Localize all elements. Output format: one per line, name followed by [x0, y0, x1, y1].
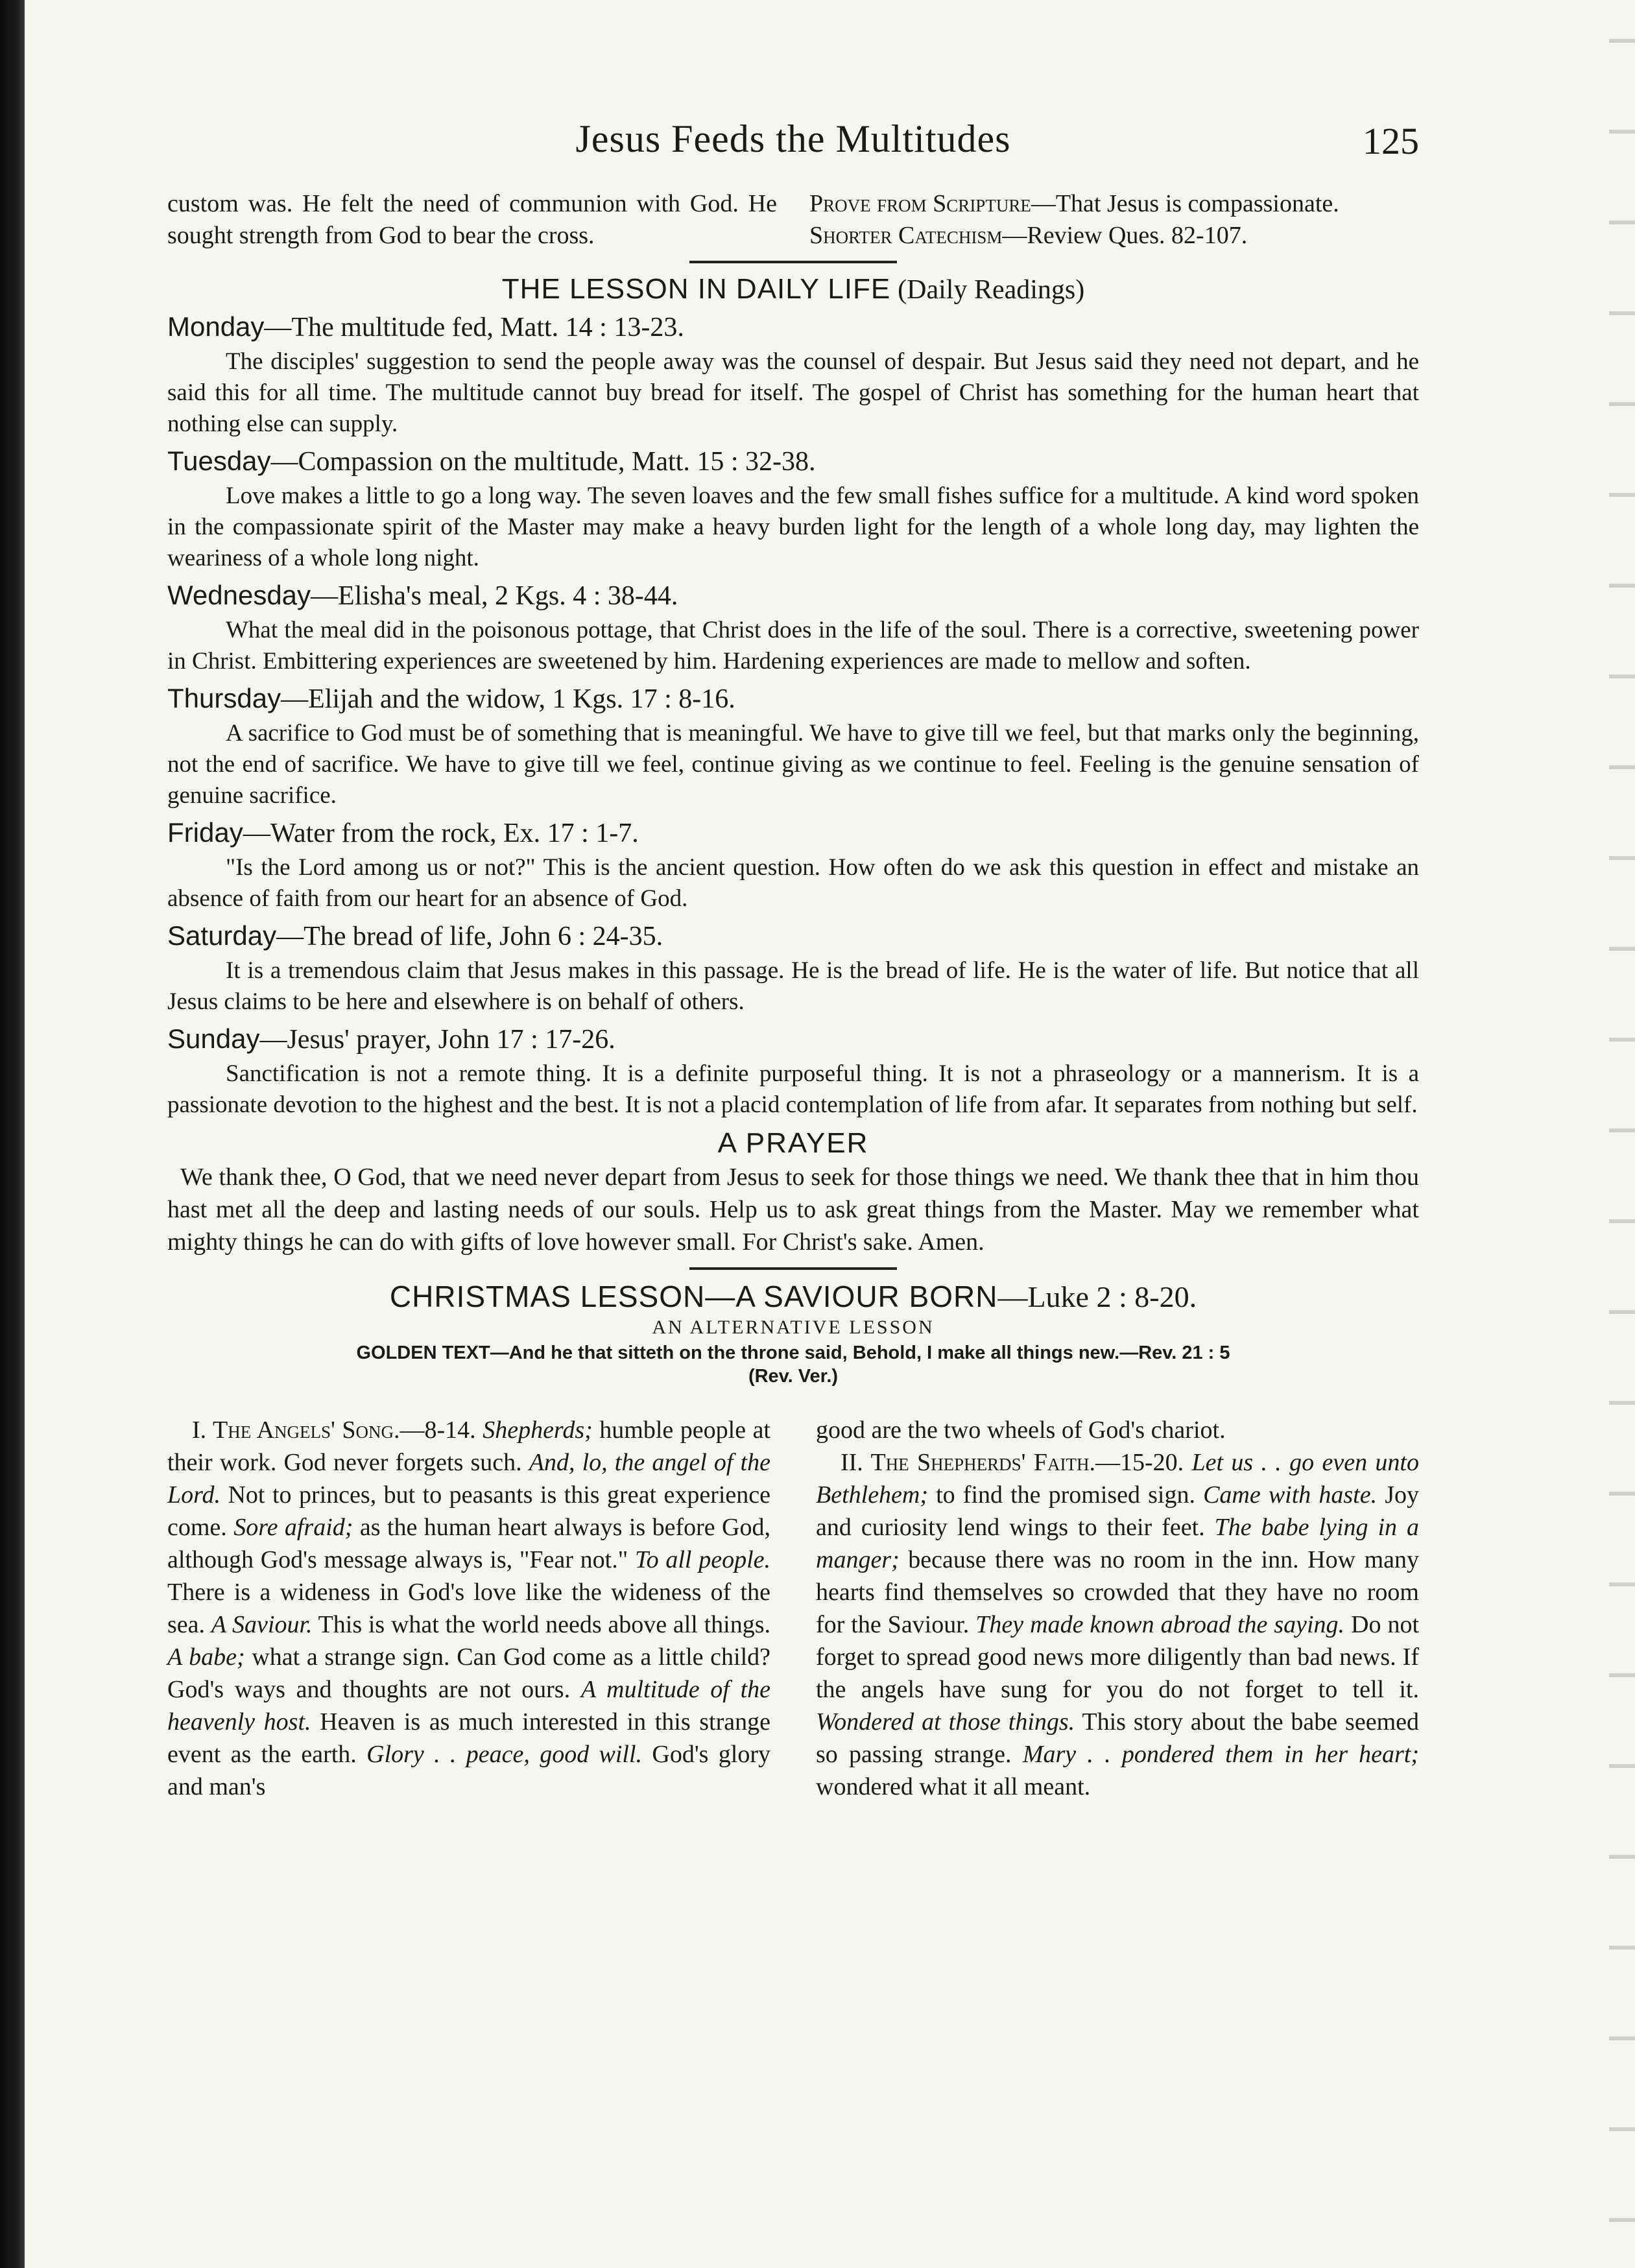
daily-life-heading: THE LESSON IN DAILY LIFE [501, 273, 891, 305]
commentary-right-column [816, 1414, 1419, 1803]
day-name: Tuesday [167, 446, 271, 476]
daily-reading-friday [167, 815, 1419, 914]
section-heading: II. The Shepherds' Faith.—15-20. [841, 1449, 1184, 1476]
section-angels-song [167, 1414, 770, 1803]
emphasis: Shepherds; [483, 1416, 593, 1444]
day-text: It is a tremendous claim that Jesus makes in this passage. He is the bread of life. He is the water of life. But notice that all Jesus claims to be here and elsewhere is on behalf of others. [167, 957, 1419, 1015]
catechism-text: —Review Ques. 82-107. [1002, 222, 1248, 249]
body-text: what a strange sign. Can God come as a little child? God's ways and thoughts are not ours. [167, 1643, 770, 1703]
running-title: Jesus Feeds the Multitudes [575, 117, 1011, 160]
body-text: God's glory and man's [167, 1741, 770, 1800]
top-left-column [167, 188, 777, 252]
prayer-text: We thank thee, O God, that we need never depart from Jesus to seek for those things we need. We thank thee that in him thou hast met all the deep and lasting needs of our souls. Help us to ask great things from the Master. May we remember what mighty things he can do with gifts of love however small. For Christ's sake. Amen. [167, 1164, 1419, 1256]
top-continuation [167, 188, 1419, 252]
day-heading [167, 815, 1419, 851]
day-reading: —The multitude fed, Matt. 14 : 13-23. [264, 313, 684, 342]
day-reading: —Jesus' prayer, John 17 : 17-26. [259, 1025, 615, 1055]
emphasis: A Saviour. [211, 1611, 313, 1638]
body-text: Do not forget to spread good news more diligently than bad news. If the angels have sung for you do not forget to tell it. [816, 1611, 1420, 1703]
day-name: Wednesday [167, 580, 311, 610]
golden-text-note: (Rev. Ver.) [748, 1366, 839, 1387]
emphasis: Mary . . pondered them in her heart; [1022, 1741, 1419, 1768]
day-reading: —Compassion on the multitude, Matt. 15 : 32-38. [270, 447, 816, 477]
day-heading [167, 1021, 1419, 1057]
emphasis: Came with haste. [1203, 1481, 1378, 1509]
emphasis: To all people. [634, 1546, 770, 1573]
daily-readings [167, 309, 1419, 1121]
christmas-heading: CHRISTMAS LESSON—A SAVIOUR BORN [389, 1280, 998, 1313]
body-text: Not to princes, but to peasants is this great experience come. [167, 1481, 770, 1541]
daily-reading-wednesday [167, 578, 1419, 677]
emphasis: Wondered at those things. [816, 1708, 1075, 1736]
day-heading [167, 444, 1419, 479]
day-heading [167, 681, 1419, 717]
day-text: The disciples' suggestion to send the people away was the counsel of despair. But Jesus said they need not depart, and he said this for all time. The multitude cannot buy bread for itself. The gospel of Christ has something for the human heart that nothing else can supply. [167, 348, 1419, 437]
day-name: Thursday [167, 683, 281, 713]
golden-text [167, 1341, 1419, 1388]
day-text: Sanctification is not a remote thing. It is a definite purposeful thing. It is not a phraseology or a mannerism. It is a passionate devotion to the highest and the best. It is not a placid contemplation of life from afar. It separates from nothing but self. [167, 1060, 1419, 1118]
christmas-lesson-title [167, 1279, 1419, 1314]
body-text: This is what the world needs above all things. [312, 1611, 770, 1638]
section-angels-song-continued: good are the two wheels of God's chariot. [816, 1416, 1226, 1444]
body-text: Heaven is as much interested in this strange event as the earth. [167, 1708, 770, 1768]
day-reading: —Water from the rock, Ex. 17 : 1-7. [243, 818, 639, 848]
body-text: There is a wideness in God's love like the wideness of the sea. [167, 1579, 770, 1638]
prove-label: Prove from Scripture [809, 190, 1031, 217]
emphasis: Sore afraid; [233, 1514, 353, 1541]
lesson-commentary [167, 1414, 1419, 1803]
emphasis: Let us . . go even unto Bethlehem; [816, 1449, 1419, 1509]
book-binding-edge [0, 0, 25, 2268]
prove-text: —That Jesus is compassionate. [1031, 190, 1339, 217]
body-text: Joy and curiosity lend wings to their feet. [816, 1481, 1419, 1541]
top-right-column [809, 188, 1419, 252]
day-text: A sacrifice to God must be of something that is meaningful. We have to give till we feel, but that marks only the beginning, not the end of sacrifice. We have to give till we feel, continue giving as we continue to feel. Feeling is the genuine sensation of genuine sacrifice. [167, 720, 1419, 809]
day-reading: —The bread of life, John 6 : 24-35. [276, 922, 663, 951]
daily-reading-sunday [167, 1021, 1419, 1121]
day-heading [167, 309, 1419, 345]
section-shepherds-faith [816, 1446, 1419, 1803]
christmas-reference: —Luke 2 : 8-20. [997, 1280, 1197, 1313]
emphasis: Glory . . peace, good will. [366, 1741, 643, 1768]
alternative-lesson-label: AN ALTERNATIVE LESSON [652, 1317, 935, 1338]
emphasis: The babe lying in a manger; [816, 1514, 1420, 1573]
day-text: "Is the Lord among us or not?" This is the ancient question. How often do we ask this question in effect and mistake an absence of faith from our heart for an absence of God. [167, 854, 1419, 912]
catechism-label: Shorter Catechism [809, 222, 1003, 249]
day-text: What the meal did in the poisonous pottage, that Christ does in the life of the soul. There is a corrective, sweetening power in Christ. Embittering experiences are sweetened by him. Hardening experiences are made to mellow and soften. [167, 617, 1419, 674]
daily-life-subtitle: (Daily Readings) [898, 275, 1085, 305]
body-text: as the human heart always is before God, although God's message always is, "Fear not." [167, 1514, 770, 1573]
day-name: Monday [167, 311, 265, 342]
daily-reading-saturday [167, 918, 1419, 1018]
day-reading: —Elisha's meal, 2 Kgs. 4 : 38-44. [311, 581, 678, 611]
daily-life-title [167, 272, 1419, 305]
daily-reading-thursday [167, 681, 1419, 811]
emphasis: And, lo, the angel of the Lord. [167, 1449, 770, 1509]
day-heading [167, 918, 1419, 954]
page [167, 117, 1419, 1803]
top-left-text: custom was. He felt the need of communion with God. He sought strength from God to bear the cross. [167, 190, 777, 249]
day-heading [167, 578, 1419, 614]
golden-text-line: GOLDEN TEXT—And he that sitteth on the throne said, Behold, I make all things new.—Rev. 21 : 5 [356, 1343, 1230, 1363]
section-rule [689, 261, 897, 263]
prove-from-scripture [809, 188, 1419, 220]
body-text: wondered what it all meant. [816, 1773, 1091, 1800]
emphasis: They made known abroad the saying. [975, 1611, 1345, 1638]
emphasis: A babe; [167, 1643, 245, 1671]
commentary-left-column [167, 1414, 770, 1803]
daily-reading-tuesday [167, 444, 1419, 574]
day-name: Saturday [167, 920, 277, 951]
day-name: Sunday [167, 1023, 260, 1054]
body-text: to find the promised sign. [928, 1481, 1204, 1509]
prayer-title: A PRAYER [717, 1127, 869, 1159]
day-reading: —Elijah and the widow, 1 Kgs. 17 : 8-16. [281, 684, 735, 714]
shorter-catechism [809, 220, 1419, 252]
body-text: because there was no room in the inn. How many hearts find themselves so crowded that they have no room for the Saviour. [816, 1546, 1419, 1638]
day-text: Love makes a little to go a long way. The seven loaves and the few small fishes suffice for a multitude. A kind word spoken in the compassionate spirit of the Master may make a heavy burden light for the length of a whole long day, may lighten the weariness of a whole long night. [167, 483, 1419, 571]
body-text: This story about the babe seemed so passing strange. [816, 1708, 1419, 1768]
body-text: humble people at their work. God never forgets such. [167, 1416, 770, 1476]
section-heading: I. The Angels' Song.—8-14. [192, 1416, 476, 1444]
section-rule [689, 1267, 897, 1270]
page-header [167, 117, 1419, 188]
page-edge-marks [1609, 0, 1635, 2268]
day-name: Friday [167, 817, 243, 848]
emphasis: A multitude of the heavenly host. [167, 1676, 770, 1736]
page-number: 125 [1363, 120, 1419, 162]
daily-reading-monday [167, 309, 1419, 440]
